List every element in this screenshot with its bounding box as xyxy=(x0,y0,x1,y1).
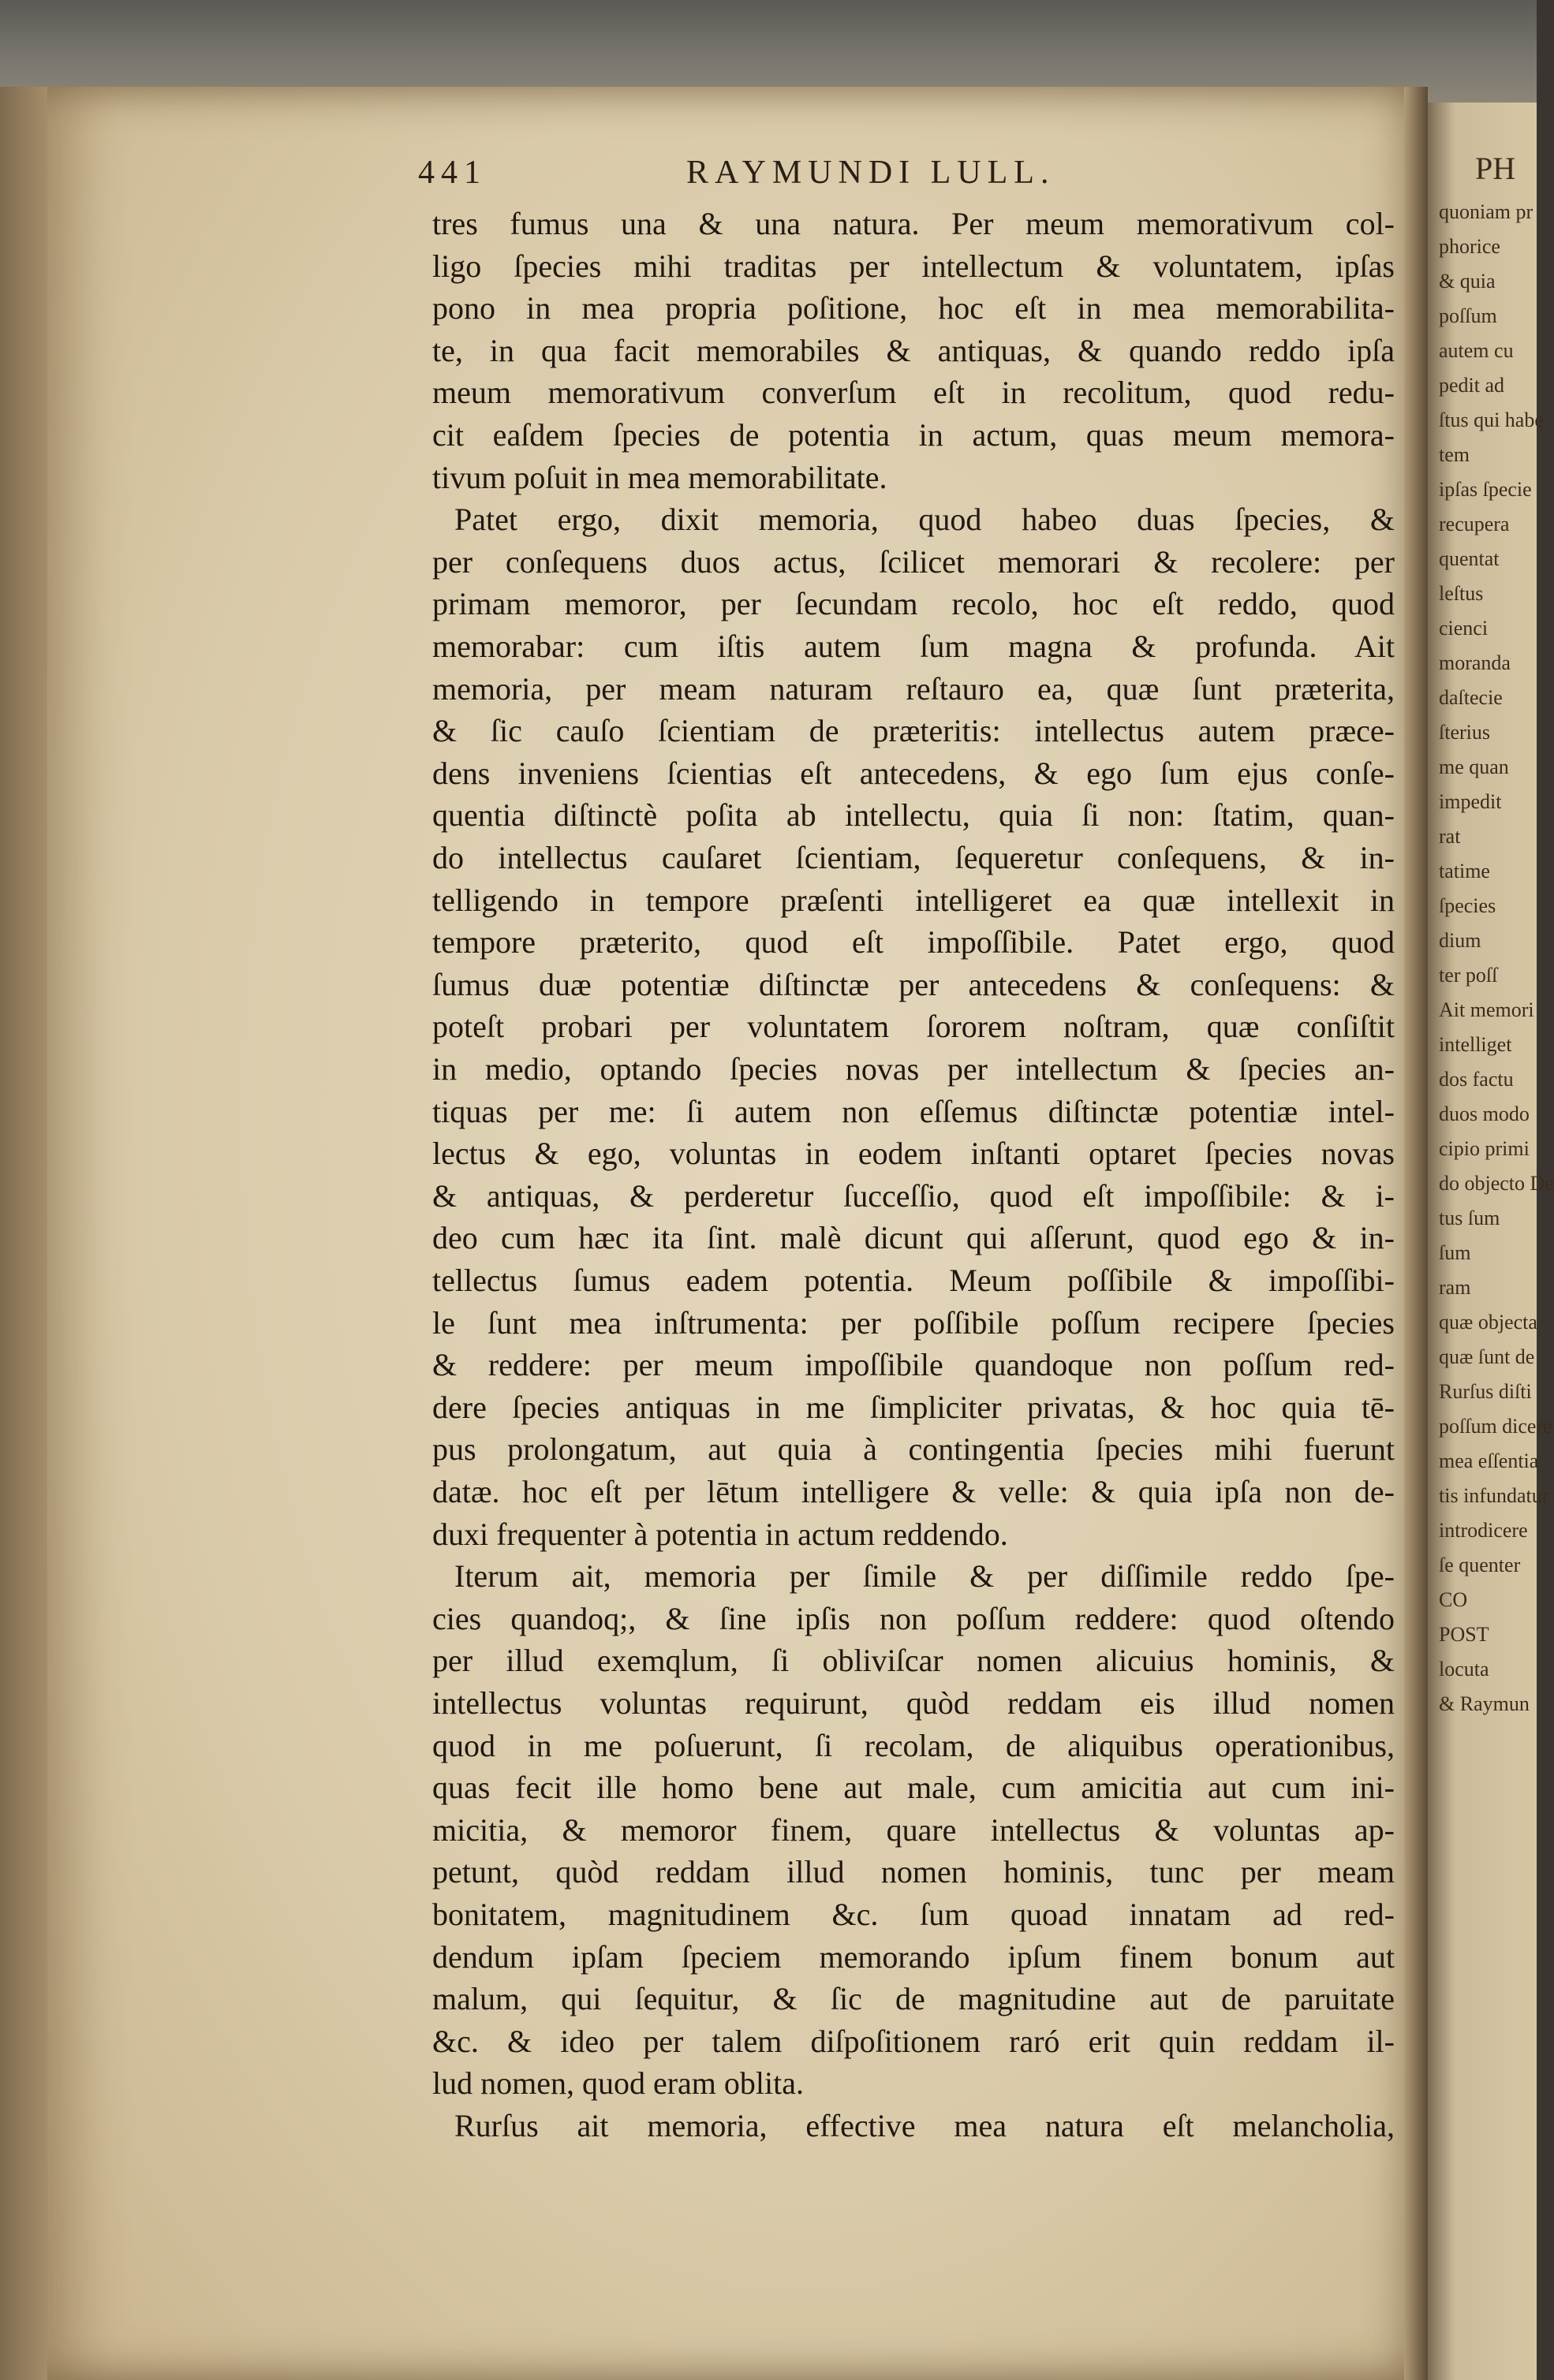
facing-page-line: ipſas ſpecie xyxy=(1439,478,1532,501)
running-head xyxy=(418,154,1396,201)
text-line: dendum ipſam ſpeciem memorando ipſum finem bonum aut xyxy=(432,1938,1395,1975)
facing-page-line: ſtus qui habe xyxy=(1439,408,1544,431)
facing-page-line: locuta xyxy=(1439,1658,1489,1681)
facing-page-line: rat xyxy=(1439,825,1461,848)
facing-page-line: ram xyxy=(1439,1276,1471,1299)
text-line: malum, qui ſequitur, & ſic de magnitudine aut de paruitate xyxy=(432,1981,1395,2017)
text-line: quod in me poſuerunt, ſi recolam, de aliquibus operationibus, xyxy=(432,1727,1395,1763)
facing-page-line: daſtecie xyxy=(1439,686,1503,709)
text-line: pus prolongatum, aut quia à contingentia ſpecies mihi fuerunt xyxy=(432,1431,1395,1468)
facing-page-line: mea eſſentia xyxy=(1439,1449,1539,1472)
facing-page-line: recupera xyxy=(1439,513,1510,535)
text-line: Iterum ait, memoria per ſimile & per diſſimile reddo ſpe- xyxy=(454,1558,1395,1595)
text-line: per illud exemqlum, ſi obliviſcar nomen alicuius hominis, & xyxy=(432,1643,1395,1679)
text-line: intellectus voluntas requirunt, quòd reddam eis illud nomen xyxy=(432,1685,1395,1721)
text-line: lud nomen, quod eram oblita. xyxy=(432,2065,805,2102)
facing-page-line: dos factu xyxy=(1439,1068,1514,1091)
text-line: le ſunt mea inſtrumenta: per poſſibile poſſum recipere ſpecies xyxy=(432,1304,1395,1341)
text-line: pono in mea propria poſitione, hoc eſt in mea memorabilita- xyxy=(432,290,1395,326)
text-line: & antiquas, & perderetur ſucceſſio, quod eſt impoſſibile: & i- xyxy=(432,1177,1395,1214)
facing-page-line: autem cu xyxy=(1439,339,1514,362)
text-line: dens inveniens ſcientias eſt antecedens, & ego ſum ejus conſe- xyxy=(432,755,1395,791)
facing-page-line: poſſum xyxy=(1439,304,1497,327)
page-number: 441 xyxy=(418,155,487,191)
facing-page-line: quæ objecta xyxy=(1439,1311,1537,1334)
facing-page-line: pedit ad xyxy=(1439,374,1505,397)
facing-page-line: ſpecies xyxy=(1439,894,1496,917)
facing-page-line: tis infundatur xyxy=(1439,1484,1549,1507)
facing-page-line: CO xyxy=(1439,1588,1468,1611)
facing-page-line: ter poſſ xyxy=(1439,964,1498,987)
text-line: tivum poſuit in mea memorabilitate. xyxy=(432,459,887,495)
facing-page-lines xyxy=(1428,195,1554,1722)
facing-page-line: impedit xyxy=(1439,790,1502,813)
facing-page-line: me quan xyxy=(1439,755,1509,778)
text-line: Patet ergo, dixit memoria, quod habeo duas ſpecies, & xyxy=(454,502,1395,538)
facing-page-line: intelliget xyxy=(1439,1033,1512,1056)
text-line: memorabar: cum iſtis autem ſum magna & profunda. Ait xyxy=(432,629,1395,664)
facing-page-fragment xyxy=(1428,103,1554,2380)
text-line: lectus & ego, voluntas in eodem inſtanti optaret ſpecies novas xyxy=(432,1136,1395,1172)
text-line: ligo ſpecies mihi traditas per intellectum & voluntatem, ipſas xyxy=(432,248,1395,284)
text-line: cies quandoq;, & ſine ipſis non poſſum reddere: quod oſtendo xyxy=(432,1600,1395,1636)
text-line: telligendo in tempore præſenti intelligeret ea quæ intellexit in xyxy=(432,882,1395,918)
text-line: &c. & ideo per talem diſpoſitionem raró erit quin reddam il- xyxy=(432,2023,1395,2059)
text-line: micitia, & memoror finem, quare intellectus & voluntas ap- xyxy=(432,1811,1395,1848)
text-line: Rurſus ait memoria, effective mea natura eſt melancholia, xyxy=(454,2108,1395,2143)
facing-page-line: duos modo xyxy=(1439,1102,1530,1125)
running-title: RAYMUNDI LULL. xyxy=(686,155,1055,191)
text-line: meum memorativum converſum eſt in recolitum, quod redu- xyxy=(432,375,1395,411)
text-line: quentia diſtinctè poſita ab intellectu, quia ſi non: ſtatim, quan- xyxy=(432,797,1395,834)
text-line: tempore præterito, quod eſt impoſſibile. Patet ergo, quod xyxy=(432,924,1395,961)
text-line: deo cum hæc ita ſint. malè dicunt qui aſſerunt, quod ego & in- xyxy=(432,1220,1395,1256)
facing-page-line: do objecto De xyxy=(1439,1172,1554,1195)
text-line: ſumus duæ potentiæ diſtinctæ per antecedens & conſequens: & xyxy=(432,966,1395,1002)
text-line: do intellectus cauſaret ſcientiam, ſequeretur conſequens, & in- xyxy=(432,840,1395,875)
facing-page-line: quoniam pr xyxy=(1439,200,1533,223)
facing-page-line: ſum xyxy=(1439,1241,1471,1264)
facing-page-line: cienci xyxy=(1439,617,1489,640)
facing-page-line: tem xyxy=(1439,443,1470,466)
text-line: datæ. hoc eſt per lētum intelligere & velle: & quia ipſa non de- xyxy=(432,1474,1395,1509)
text-line: primam memoror, per ſecundam recolo, hoc eſt reddo, quod xyxy=(432,586,1395,622)
text-line: in medio, optando ſpecies novas per intellectum & ſpecies an- xyxy=(432,1051,1395,1087)
text-line: memoria, per meam naturam reſtauro ea, quæ ſunt præterita, xyxy=(432,670,1395,707)
facing-page-line: Ait memori xyxy=(1439,998,1534,1021)
text-line: duxi frequenter à potentia in actum reddendo. xyxy=(432,1516,1008,1552)
book-gutter xyxy=(1404,87,1428,2380)
facing-page-line: dium xyxy=(1439,929,1481,952)
text-line: & ſic cauſo ſcientiam de præteritis: intellectus autem præce- xyxy=(432,713,1395,749)
facing-page-line: & quia xyxy=(1439,270,1496,293)
text-line: bonitatem, magnitudinem &c. ſum quoad innatam ad red- xyxy=(432,1897,1395,1932)
text-line: tres fumus una & una natura. Per meum memorativum col- xyxy=(432,206,1395,241)
facing-page-line: POST xyxy=(1439,1623,1489,1646)
facing-page-line: ſe quenter xyxy=(1439,1554,1521,1576)
text-line: dere ſpecies antiquas in me ſimpliciter privatas, & hoc quia tē- xyxy=(432,1389,1395,1425)
facing-page-line: tatime xyxy=(1439,860,1490,882)
text-line: tiquas per me: ſi autem non eſſemus diſtinctæ potentiæ intel- xyxy=(432,1093,1395,1129)
facing-page-line: & Raymun xyxy=(1439,1692,1530,1715)
facing-page-line: leſtus xyxy=(1439,582,1484,605)
facing-page-line: phorice xyxy=(1439,235,1500,258)
facing-page-line: introdicere xyxy=(1439,1519,1528,1542)
facing-page-line: Rurſus diſti xyxy=(1439,1380,1532,1403)
facing-page-line: ſterius xyxy=(1439,721,1490,744)
text-line: cit eaſdem ſpecies de potentia in actum, quas meum memora- xyxy=(432,417,1395,453)
text-line: te, in qua facit memorabiles & antiquas, & quando reddo ipſa xyxy=(432,332,1395,368)
facing-page-line: quentat xyxy=(1439,547,1500,570)
facing-page-head: PH xyxy=(1475,151,1516,186)
facing-page-line: cipio primi xyxy=(1439,1137,1530,1160)
facing-page-line: moranda xyxy=(1439,651,1511,674)
text-line: quas fecit ille homo bene aut male, cum amicitia aut cum ini- xyxy=(432,1770,1395,1806)
facing-page-line: poſſum dicere xyxy=(1439,1415,1552,1438)
text-line: petunt, quòd reddam illud nomen hominis, tunc per meam xyxy=(432,1854,1395,1890)
text-line: & reddere: per meum impoſſibile quandoque non poſſum red- xyxy=(432,1347,1395,1383)
facing-page-line: tus ſum xyxy=(1439,1207,1500,1229)
facing-page-line: quæ ſunt de xyxy=(1439,1345,1535,1368)
text-line: poteſt probari per voluntatem ſororem noſtram, quæ conſiſtit xyxy=(432,1009,1395,1045)
text-line: tellectus ſumus eadem potentia. Meum poſſibile & impoſſibi- xyxy=(432,1263,1395,1298)
text-line: per conſequens duos actus, ſcilicet memorari & recolere: per xyxy=(432,543,1395,580)
